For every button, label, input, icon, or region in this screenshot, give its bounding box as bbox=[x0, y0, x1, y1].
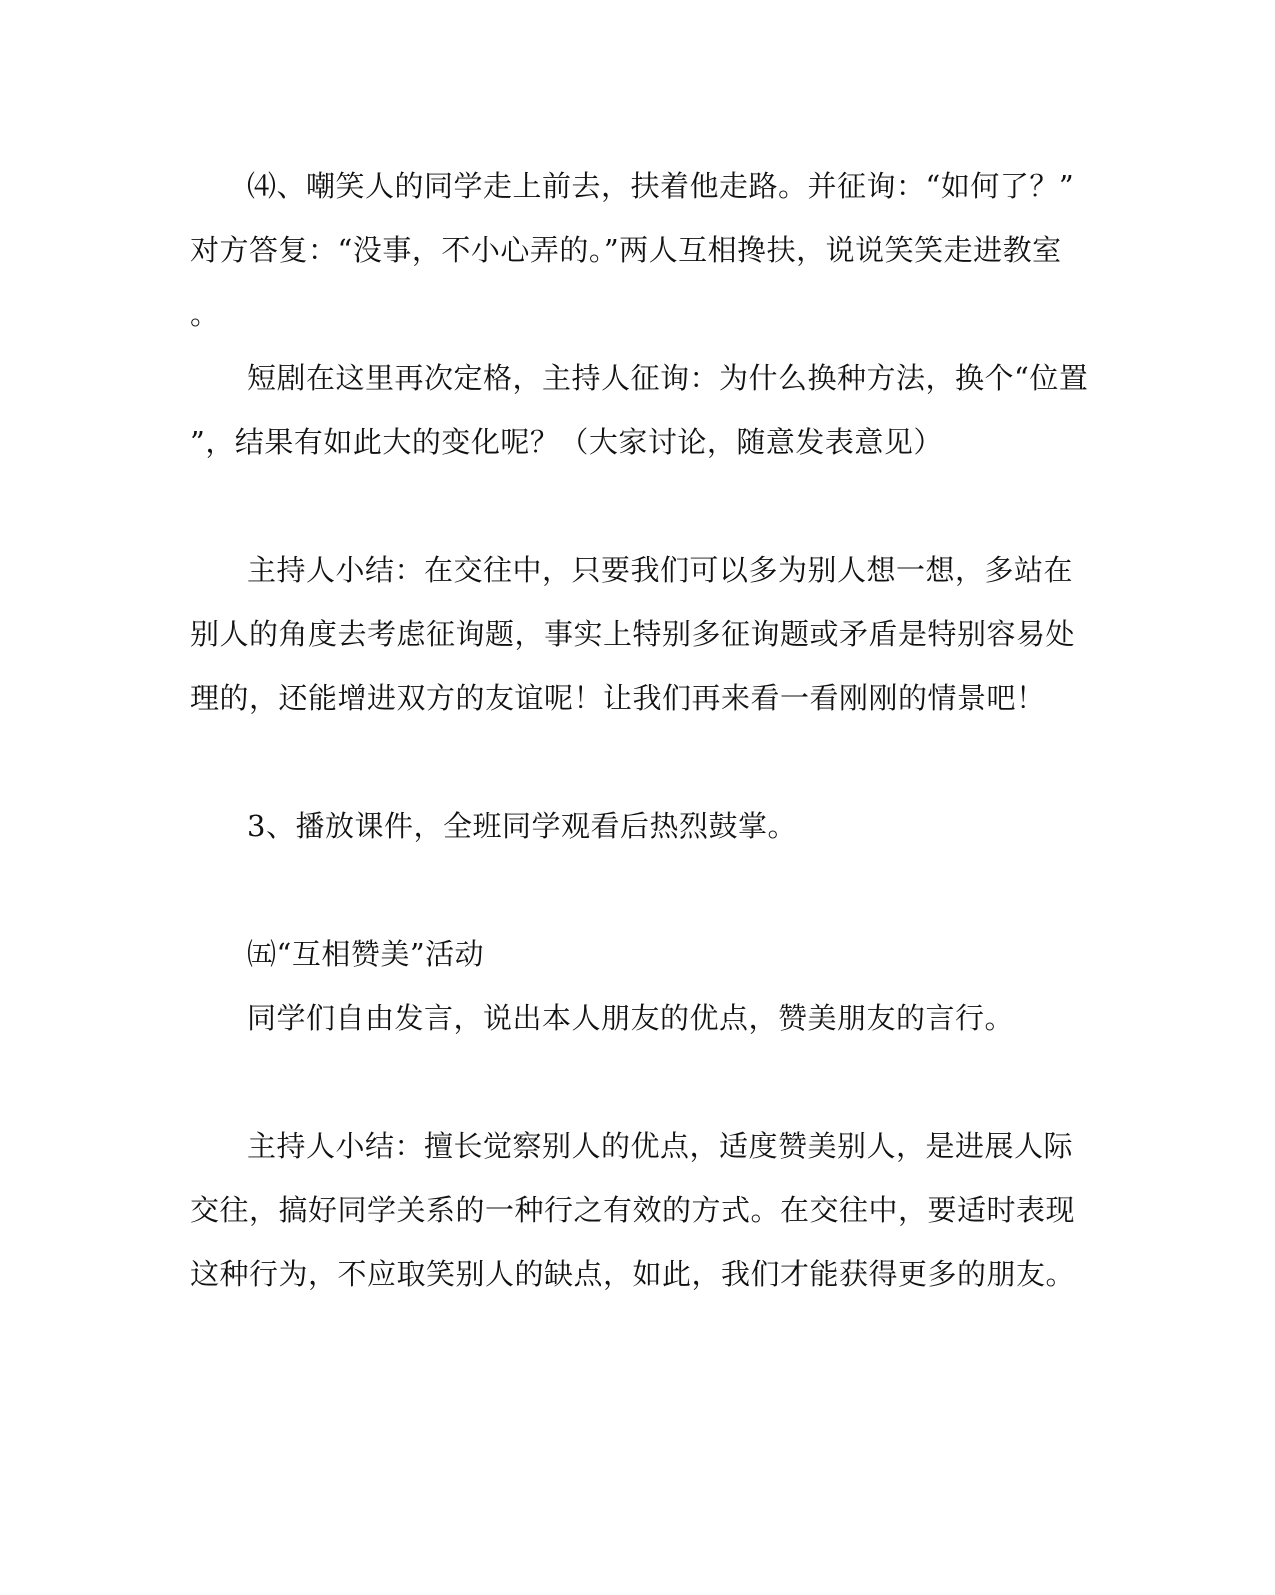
paragraph-line: ⑷、嘲笑人的同学走上前去，扶着他走路。并征询：“如何了？” bbox=[247, 169, 1075, 203]
paragraph-line: ”，结果有如此大的变化呢？（大家讨论，随意发表意见） bbox=[190, 425, 943, 459]
paragraph-line: 3、播放课件，全班同学观看后热烈鼓掌。 bbox=[247, 809, 797, 843]
paragraph-line: 这种行为，不应取笑别人的缺点，如此，我们才能获得更多的朋友。 bbox=[190, 1257, 1076, 1291]
paragraph-line: 同学们自由发言，说出本人朋友的优点，赞美朋友的言行。 bbox=[247, 1001, 1015, 1035]
paragraph-line: 短剧在这里再次定格，主持人征询：为什么换种方法，换个“位置 bbox=[247, 361, 1089, 395]
paragraph-line: 主持人小结：在交往中，只要我们可以多为别人想一想，多站在 bbox=[247, 553, 1074, 587]
paragraph-line: 交往，搞好同学关系的一种行之有效的方式。在交往中，要适时表现 bbox=[190, 1193, 1076, 1227]
section-heading: ㈤“互相赞美”活动 bbox=[247, 937, 485, 971]
paragraph-line: 别人的角度去考虑征询题，事实上特别多征询题或矛盾是特别容易处 bbox=[190, 617, 1076, 651]
paragraph-line: 。 bbox=[190, 297, 220, 331]
paragraph-line: 理的，还能增进双方的友谊呢！让我们再来看一看刚刚的情景吧！ bbox=[190, 681, 1046, 715]
paragraph-line: 对方答复：“没事，不小心弄的。”两人互相搀扶，说说笑笑走进教室 bbox=[190, 233, 1062, 267]
paragraph-line: 主持人小结：擅长觉察别人的优点，适度赞美别人，是进展人际 bbox=[247, 1129, 1074, 1163]
